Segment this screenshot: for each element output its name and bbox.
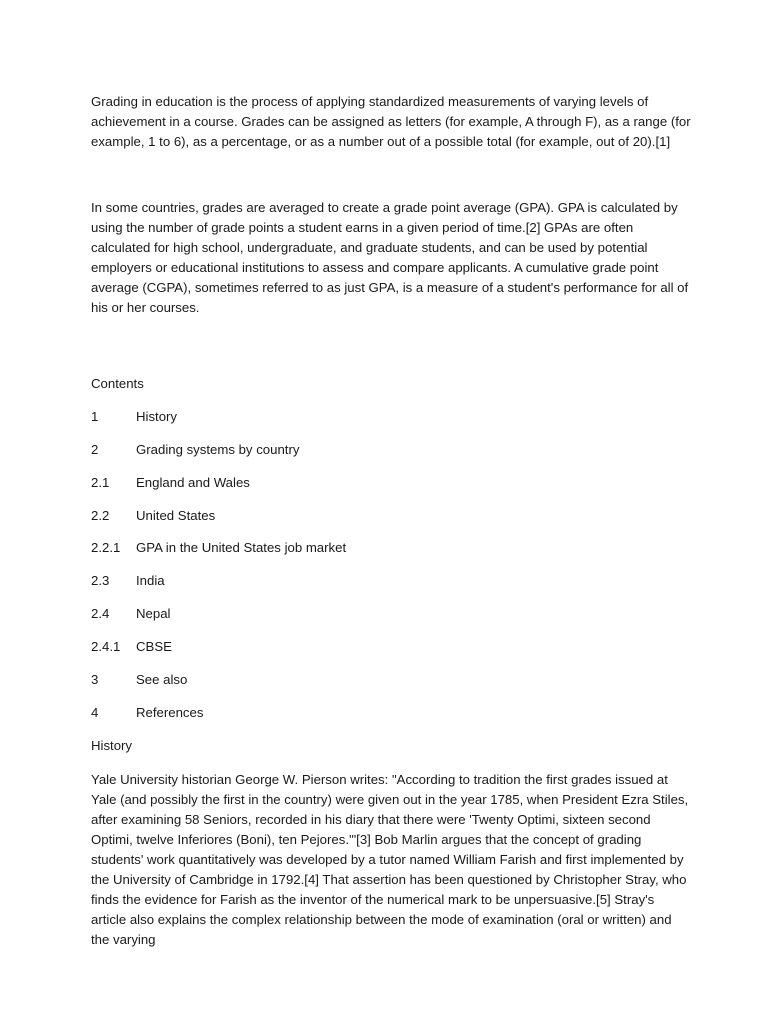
toc-item-number: 2.4 (91, 606, 110, 621)
toc-item-number: 2.2.1 (91, 540, 121, 555)
toc-item-label: Nepal (136, 606, 171, 621)
toc-item-number: 2 (91, 442, 99, 457)
toc-item-number: 2.4.1 (91, 639, 121, 654)
toc-item-number: 2.2 (91, 508, 110, 523)
toc-item-number: 1 (91, 409, 99, 424)
toc-item-number: 2.3 (91, 573, 110, 588)
intro-paragraph-2: In some countries, grades are averaged to create a grade point average (GPA). GPA is calculated by using the number of grade points a student earns in a given period of time.[2] GPAs are often calculated for high school, undergraduate, and graduate students, and can be used by potential employers or educational institutions to assess and compare applicants. A cumulative grade point average (CGPA), sometimes referred to as just GPA, is a measure of a student's performance for all of his or her courses. (91, 200, 689, 315)
history-paragraph: Yale University historian George W. Pierson writes: "According to tradition the first grades issued at Yale (and possibly the first in the country) were given out in the year 1785, when President Ezra Stiles, after examining 58 Seniors, recorded in his diary that there were 'Twenty Optimi, sixteen second Optimi, twelve Inferiores (Boni), ten Pejores.'"[3] Bob Marlin argues that the concept of grading students' work quantitatively was developed by a tutor named William Farish and first implemented by the University of Cambridge in 1792.[4] That assertion has been questioned by Christopher Stray, who finds the evidence for Farish as the inventor of the numerical mark to be unpersuasive.[5] Stray's article also explains the complex relationship between the mode of examination (oral or written) and the varying (91, 772, 689, 947)
toc-item-label: GPA in the United States job market (136, 540, 347, 555)
toc-item-label: CBSE (136, 639, 172, 654)
toc-item-label: United States (136, 508, 216, 523)
toc-item-label: England and Wales (136, 475, 250, 490)
toc-item-number: 4 (91, 705, 99, 720)
toc-item-label: See also (136, 672, 188, 687)
toc-item-number: 3 (91, 672, 99, 687)
toc-item-label: References (136, 705, 204, 720)
toc-item-number: 2.1 (91, 475, 110, 490)
toc-item-label: History (136, 409, 178, 424)
contents-heading: Contents (91, 376, 144, 391)
history-heading: History (91, 738, 133, 753)
intro-paragraph-1: Grading in education is the process of applying standardized measurements of varying levels of achievement in a course. Grades can be assigned as letters (for example, A through F), as a range (for example, 1 to 6), as a percentage, or as a number out of a possible total (for example, out of 20).[1] (91, 94, 691, 149)
toc-item-label: Grading systems by country (136, 442, 300, 457)
toc-item-label: India (136, 573, 165, 588)
